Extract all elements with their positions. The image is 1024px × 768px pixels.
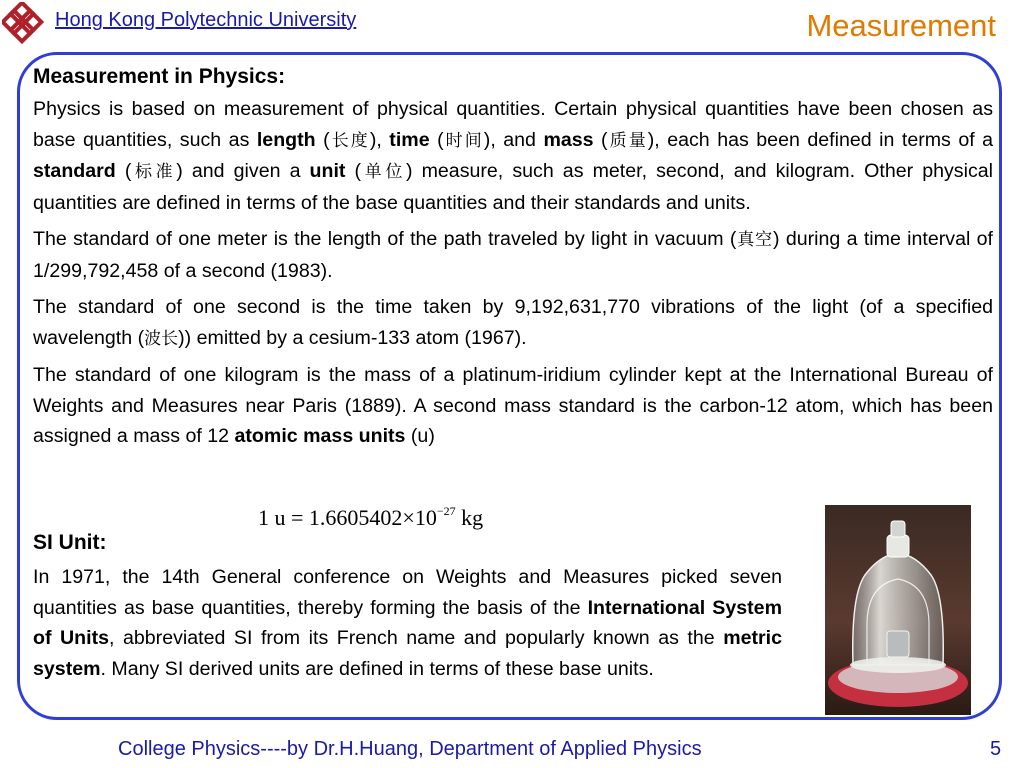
paragraph-second	[33, 292, 993, 354]
term-mass-cn: 质量	[607, 130, 648, 151]
university-link[interactable]: Hong Kong Polytechnic University	[55, 9, 357, 31]
text-run: The standard of one second is the time taken by 9,192,631,770 vibrations of the light (of a specified wavelength (	[33, 296, 993, 349]
term-unit-cn: 单位	[361, 162, 406, 182]
paragraph-base-quantities: Physics is based on measurement of physical quantities. Certain physical quantities have been chosen as base quantities, such as length (长度), time (时间), and mass (质量), each has been defined in terms of a standard (标准) and given a unit (单位) measure, such as meter, second, and kilogram. Other physical quantities are defined in terms of the base quantities and their standards and units.	[33, 98, 994, 214]
term-unit: unit	[309, 160, 346, 182]
main-content	[33, 63, 993, 452]
paragraph-meter	[33, 224, 993, 286]
text-run: The standard of one kilogram is the mass of a platinum-iridium cylinder kept at the International Bureau of Weights and Measures near Paris (1889). A second mass standard is the carbon-12 atom, which has been assigned a mass of 12	[33, 364, 993, 447]
slide-title: Measurement	[806, 8, 996, 43]
footer-text: College Physics----by Dr.H.Huang, Department of Applied Physics	[118, 738, 702, 760]
kilogram-prototype-photo	[825, 505, 971, 715]
text-run: ) during a time interval of 1/299,792,458 of a second (1983).	[33, 228, 993, 282]
text-run: , and	[490, 128, 544, 151]
section-heading: Measurement in Physics:	[33, 65, 286, 88]
term-amu: atomic mass units	[234, 425, 406, 447]
text-run: . Many SI derived units are defined in terms of these base units.	[100, 657, 654, 680]
term-metric-system: metric system	[33, 627, 783, 680]
term-time: time	[389, 128, 430, 151]
page-number: 5	[990, 738, 1002, 760]
term-isu: International System of Units	[33, 596, 782, 649]
formula-unit: kg	[455, 505, 484, 530]
term-standard-cn: 标准	[131, 162, 177, 182]
term-wavelength-cn: 波长	[144, 328, 179, 349]
text-run: , each has been defined in terms of a	[654, 128, 994, 151]
text-run: In 1971, the 14th General conference on Weights and Measures picked seven quantities as base quantities, thereby forming the basis of the	[33, 566, 782, 619]
text-run: , abbreviated SI from its French name and popularly known as the	[109, 627, 724, 649]
formula-exponent: −27	[436, 504, 456, 518]
text-run: and given a	[182, 160, 310, 182]
term-mass: mass	[543, 128, 594, 151]
paragraph-kilogram	[33, 360, 993, 452]
term-length: length	[256, 128, 316, 151]
si-paragraph	[33, 562, 782, 684]
term-length-cn: 长度	[329, 130, 370, 151]
si-heading: SI Unit:	[33, 531, 107, 554]
term-time-cn: 时间	[443, 130, 484, 151]
text-run: (u)	[405, 425, 435, 447]
term-vacuum-cn: 真空	[736, 230, 774, 250]
university-logo-icon	[2, 2, 50, 50]
text-run: The standard of one meter is the length of the path traveled by light in vacuum (	[33, 228, 737, 250]
text-run: measure, such as meter, second, and kilogram. Other physical quantities are defined in terms of the base quantities and their standards and units.	[33, 160, 994, 214]
text-run: )) emitted by a cesium-133 atom (1967).	[178, 326, 527, 349]
atomic-mass-unit-formula	[258, 504, 483, 531]
formula-lhs: 1 u = 1.6605402×10	[258, 505, 437, 530]
text-run: Physics is based on measurement of physical quantities. Certain physical quantities have been chosen as base quantities, such as	[33, 98, 993, 151]
term-standard: standard	[33, 160, 116, 182]
